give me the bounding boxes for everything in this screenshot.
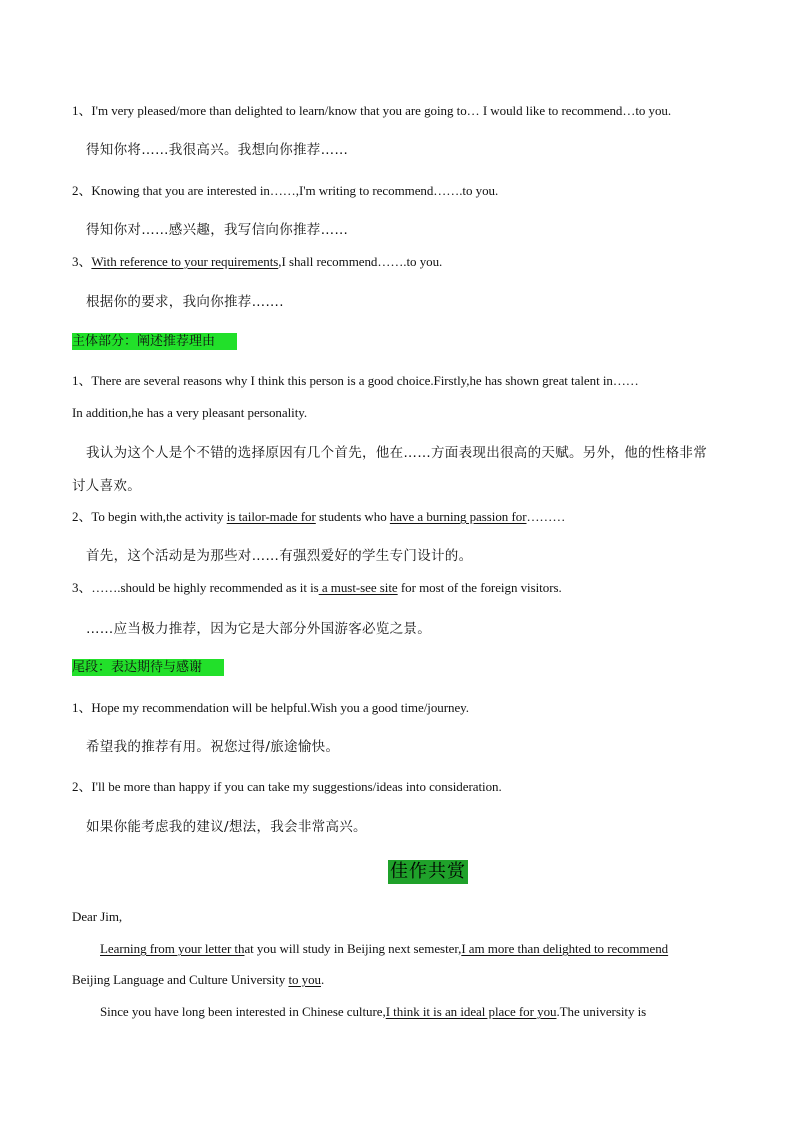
closing-sentence-2-cn: 如果你能考虑我的建议/想法，我会非常高兴。 <box>86 819 367 835</box>
opening-sentence-3-cn: 根据你的要求，我向你推荐……. <box>86 294 284 310</box>
letter-paragraph-1-line-1 <box>100 940 668 958</box>
body-sentence-3-a: 3、…….should be highly recommended as it is <box>72 580 319 595</box>
closing-section-heading: 尾段：表达期待与感谢 <box>72 659 224 676</box>
letter-p2-a: Since you have long been interested in Chinese culture, <box>100 1004 386 1019</box>
opening-sentence-3-en <box>72 253 442 271</box>
letter-p2-b: .The university is <box>556 1004 647 1019</box>
sample-essay-title: 佳作共赏 <box>390 861 466 882</box>
body-sentence-2-b: students who <box>315 509 390 524</box>
body-sentence-2-underlined-2: have a burning passion for <box>389 509 527 524</box>
opening-sentence-3-underlined: With reference to your requirements <box>91 254 279 269</box>
body-sentence-1-cn-a: 我认为这个人是个不错的选择原因有几个首先，他在……方面表现出很高的天赋。另外，他的性格非常 <box>86 445 707 461</box>
body-sentence-2-a: 2、To begin with,the activity <box>72 509 227 524</box>
closing-sentence-1-cn: 希望我的推荐有用。祝您过得/旅途愉快。 <box>86 739 340 755</box>
body-sentence-2-en <box>72 508 565 526</box>
body-sentence-3-en <box>72 579 562 597</box>
letter-p1-a: at you will study in Beijing next semester, <box>244 941 462 956</box>
opening-sentence-1-en: 1、I'm very pleased/more than delighted to learn/know that you are going to… I would like to recommend…to you. <box>72 103 672 118</box>
body-sentence-2-underlined-1: is tailor-made for <box>226 509 316 524</box>
closing-sentence-1-en: 1、Hope my recommendation will be helpful.Wish you a good time/journey. <box>72 700 469 715</box>
opening-sentence-2-en: 2、Knowing that you are interested in……,I'm writing to recommend…….to you. <box>72 183 499 198</box>
letter-p1-underlined-2: I am more than delighted to recommend <box>461 941 669 956</box>
body-sentence-3-b: for most of the foreign visitors. <box>397 580 562 595</box>
letter-greeting: Dear Jim, <box>72 909 123 924</box>
letter-p1-c: . <box>321 972 325 987</box>
opening-sentence-3-prefix: 3、 <box>72 254 92 269</box>
letter-paragraph-1-line-2 <box>72 971 324 989</box>
body-sentence-2-cn: 首先，这个活动是为那些对……有强烈爱好的学生专门设计的。 <box>86 548 473 564</box>
closing-sentence-2-en: 2、I'll be more than happy if you can take my suggestions/ideas into consideration. <box>72 779 502 794</box>
body-sentence-1-en-b: In addition,he has a very pleasant personality. <box>72 405 308 420</box>
body-sentence-2-c: ……… <box>526 509 566 524</box>
letter-p1-underlined-1: Learning from your letter th <box>100 941 245 956</box>
body-section-heading: 主体部分：阐述推荐理由 <box>72 333 237 350</box>
letter-p1-b: Beijing Language and Culture University <box>72 972 289 987</box>
opening-sentence-1-cn: 得知你将……我很高兴。我想向你推荐…… <box>86 142 349 158</box>
letter-p1-underlined-3: to you <box>288 972 321 987</box>
body-sentence-3-underlined: a must-see site <box>318 580 398 595</box>
letter-paragraph-2-line-1 <box>100 1003 646 1021</box>
letter-p2-underlined: I think it is an ideal place for you <box>385 1004 557 1019</box>
body-sentence-1-cn-b: 讨人喜欢。 <box>72 478 141 494</box>
body-sentence-3-cn: ……应当极力推荐，因为它是大部分外国游客必览之景。 <box>86 621 431 637</box>
body-sentence-1-en-a: 1、There are several reasons why I think this person is a good choice.Firstly,he has shown great talent in…… <box>72 373 639 388</box>
opening-sentence-3-rest: ,I shall recommend…….to you. <box>278 254 443 269</box>
opening-sentence-2-cn: 得知你对……感兴趣，我写信向你推荐…… <box>86 222 349 238</box>
